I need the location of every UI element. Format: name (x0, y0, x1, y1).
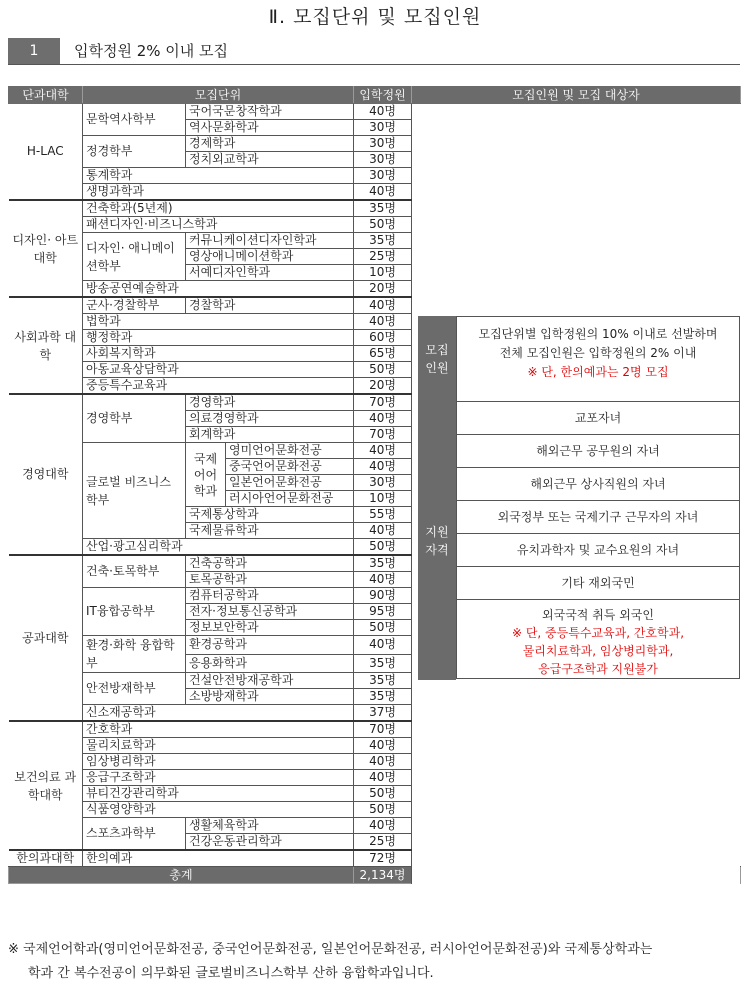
unit: 방송공연예술학과 (83, 281, 354, 298)
quota: 30명 (354, 136, 412, 152)
unit: 사회복지학과 (83, 346, 354, 362)
unit: 생명과학과 (83, 184, 354, 201)
unit: 생활체육학과 (186, 818, 354, 834)
unit: 문학역사학부 (83, 104, 186, 136)
unit: 건축학과(5년제) (83, 200, 354, 217)
quota: 35명 (354, 654, 412, 673)
header-unit: 모집단위 (83, 87, 354, 104)
unit: 산업·광고심리학과 (83, 539, 354, 556)
unit: 건축·토목학부 (83, 555, 186, 588)
unit: 중등특수교육과 (83, 378, 354, 395)
eligibility-item: 외국정부 또는 국제기구 근무자의 자녀 (457, 501, 739, 534)
college-business: 경영대학 (9, 394, 83, 555)
eligibility-item: 교포자녀 (457, 402, 739, 435)
eligibility-item: 해외근무 공무원의 자녀 (457, 435, 739, 468)
header-college: 단과대학 (9, 87, 83, 104)
footnote-line-1: ※ 국제언어학과(영미언어문화전공, 중국언어문화전공, 일본언어문화전공, 러시아언어문화전공)와 국제통상학과는 (8, 942, 653, 957)
recruit-description (456, 316, 740, 402)
unit: 한의예과 (83, 850, 354, 867)
recruit-label: 모집 인원 (418, 316, 456, 402)
eligibility-item: 외국국적 취득 외국인 (542, 608, 654, 622)
unit: 역사문화학과 (186, 120, 354, 136)
unit: 중국언어문화전공 (226, 459, 354, 475)
quota: 95명 (354, 604, 412, 620)
unit: 컴퓨터공학과 (186, 588, 354, 604)
footnote (8, 938, 744, 986)
quota: 50명 (354, 802, 412, 818)
footnote-line-2: 학과 간 복수전공이 의무화된 글로벌비즈니스학부 산하 융합학과입니다. (28, 966, 434, 981)
quota: 40명 (354, 297, 412, 314)
college-oriental: 한의과대학 (9, 850, 83, 867)
quota: 35명 (354, 555, 412, 572)
quota: 20명 (354, 378, 412, 395)
quota: 30명 (354, 475, 412, 491)
unit: 경찰학과 (186, 297, 354, 314)
unit: 의료경영학과 (186, 411, 354, 427)
quota: 60명 (354, 330, 412, 346)
recruit-panel (418, 316, 738, 680)
quota: 10명 (354, 265, 412, 281)
college-design: 디자인· 아트대학 (9, 200, 83, 297)
college-engineering: 공과대학 (9, 555, 83, 721)
unit: 경영학부 (83, 394, 186, 443)
quota: 50명 (354, 539, 412, 556)
quota: 40명 (354, 572, 412, 588)
section-title: 입학정원 2% 이내 모집 (74, 42, 229, 60)
quota: 35명 (354, 673, 412, 689)
unit: 간호학과 (83, 721, 354, 738)
unit: 물리치료학과 (83, 738, 354, 754)
header-quota: 입학정원 (354, 87, 412, 104)
unit: 소방방재학과 (186, 689, 354, 705)
unit: 스포츠과학부 (83, 818, 186, 851)
total-quota: 2,134명 (354, 867, 412, 884)
college-hlac: H-LAC (9, 104, 83, 201)
eligibility-item: 기타 재외국민 (457, 567, 739, 600)
quota: 65명 (354, 346, 412, 362)
eligibility-exception-2: 물리치료학과, 임상병리학과, (522, 644, 674, 658)
unit: 임상병리학과 (83, 754, 354, 770)
recruit-line-1: 모집단위별 입학정원의 10% 이내로 선발하며 (478, 327, 718, 341)
unit: 정보보안학과 (186, 620, 354, 636)
quota: 35명 (354, 200, 412, 217)
quota: 40명 (354, 104, 412, 120)
unit: 아동교육상담학과 (83, 362, 354, 378)
college-social: 사회과학 대학 (9, 297, 83, 394)
unit: 건축공학과 (186, 555, 354, 572)
unit: 토목공학과 (186, 572, 354, 588)
unit: 법학과 (83, 314, 354, 330)
quota: 25명 (354, 249, 412, 265)
unit: 행정학과 (83, 330, 354, 346)
recruit-line-2: 전체 모집인원은 입학정원의 2% 이내 (499, 346, 697, 360)
unit: 커뮤니케이션디자인학과 (186, 233, 354, 249)
unit: 환경·화학 융합학부 (83, 636, 186, 673)
recruit-exception: ※ 단, 한의예과는 2명 모집 (527, 365, 669, 379)
quota: 40명 (354, 411, 412, 427)
eligibility-label: 지원 자격 (418, 402, 456, 680)
quota: 40명 (354, 184, 412, 201)
college-health: 보건의료 과학대학 (9, 721, 83, 850)
quota: 30명 (354, 152, 412, 168)
total-label: 총계 (9, 867, 354, 884)
unit: 영미언어문화전공 (226, 443, 354, 459)
unit: 서예디자인학과 (186, 265, 354, 281)
quota: 50명 (354, 217, 412, 233)
unit: 경제학과 (186, 136, 354, 152)
quota: 40명 (354, 770, 412, 786)
unit: 식품영양학과 (83, 802, 354, 818)
unit: 러시아언어문화전공 (226, 491, 354, 507)
unit: 일본언어문화전공 (226, 475, 354, 491)
unit: 글로벌 비즈니스학부 (83, 443, 186, 539)
unit: 뷰티건강관리학과 (83, 786, 354, 802)
quota: 50명 (354, 362, 412, 378)
header-recruit: 모집인원 및 모집 대상자 (412, 87, 741, 104)
quota: 40명 (354, 523, 412, 539)
unit: 건강운동관리학과 (186, 834, 354, 851)
quota: 40명 (354, 443, 412, 459)
unit: 건설안전방재공학과 (186, 673, 354, 689)
quota: 90명 (354, 588, 412, 604)
quota: 50명 (354, 620, 412, 636)
eligibility-exception-1: ※ 단, 중등특수교육과, 간호학과, (511, 626, 685, 640)
quota: 40명 (354, 636, 412, 655)
unit: 패션디자인·비즈니스학과 (83, 217, 354, 233)
unit: 환경공학과 (186, 636, 354, 655)
quota: 30명 (354, 120, 412, 136)
section-number: 1 (8, 38, 60, 64)
quota: 40명 (354, 738, 412, 754)
quota: 20명 (354, 281, 412, 298)
eligibility-exception-3: 응급구조학과 지원불가 (538, 662, 658, 676)
quota: 25명 (354, 834, 412, 851)
quota: 35명 (354, 233, 412, 249)
page-title: Ⅱ. 모집단위 및 모집인원 (268, 6, 482, 28)
quota: 35명 (354, 689, 412, 705)
eligibility-list (456, 402, 740, 679)
unit: 국어국문창작학과 (186, 104, 354, 120)
quota: 40명 (354, 314, 412, 330)
unit: 군사·경찰학부 (83, 297, 186, 314)
quota: 72명 (354, 850, 412, 867)
unit: 국제통상학과 (186, 507, 354, 523)
quota: 70명 (354, 394, 412, 411)
quota: 40명 (354, 459, 412, 475)
unit: 국제 어어 학과 (186, 443, 226, 507)
quota: 70명 (354, 427, 412, 443)
quota: 55명 (354, 507, 412, 523)
unit: 정치외교학과 (186, 152, 354, 168)
unit: 전자·정보통신공학과 (186, 604, 354, 620)
unit: 국제물류학과 (186, 523, 354, 539)
quota: 10명 (354, 491, 412, 507)
eligibility-item: 유치과학자 및 교수요원의 자녀 (457, 534, 739, 567)
quota: 70명 (354, 721, 412, 738)
unit: 응급구조학과 (83, 770, 354, 786)
quota: 40명 (354, 818, 412, 834)
quota: 50명 (354, 786, 412, 802)
eligibility-item: 해외근무 상사직원의 자녀 (457, 468, 739, 501)
unit: 경영학과 (186, 394, 354, 411)
quota: 40명 (354, 754, 412, 770)
unit: 정경학부 (83, 136, 186, 168)
quota: 37명 (354, 705, 412, 722)
unit: 응용화학과 (186, 654, 354, 673)
unit: 회계학과 (186, 427, 354, 443)
unit: 안전방재학부 (83, 673, 186, 705)
quota: 30명 (354, 168, 412, 184)
unit: 디자인· 애니메이션학부 (83, 233, 186, 281)
unit: 영상애니메이션학과 (186, 249, 354, 265)
section-divider (8, 64, 740, 65)
unit: 통계학과 (83, 168, 354, 184)
unit: IT융합공학부 (83, 588, 186, 636)
unit: 신소재공학과 (83, 705, 354, 722)
